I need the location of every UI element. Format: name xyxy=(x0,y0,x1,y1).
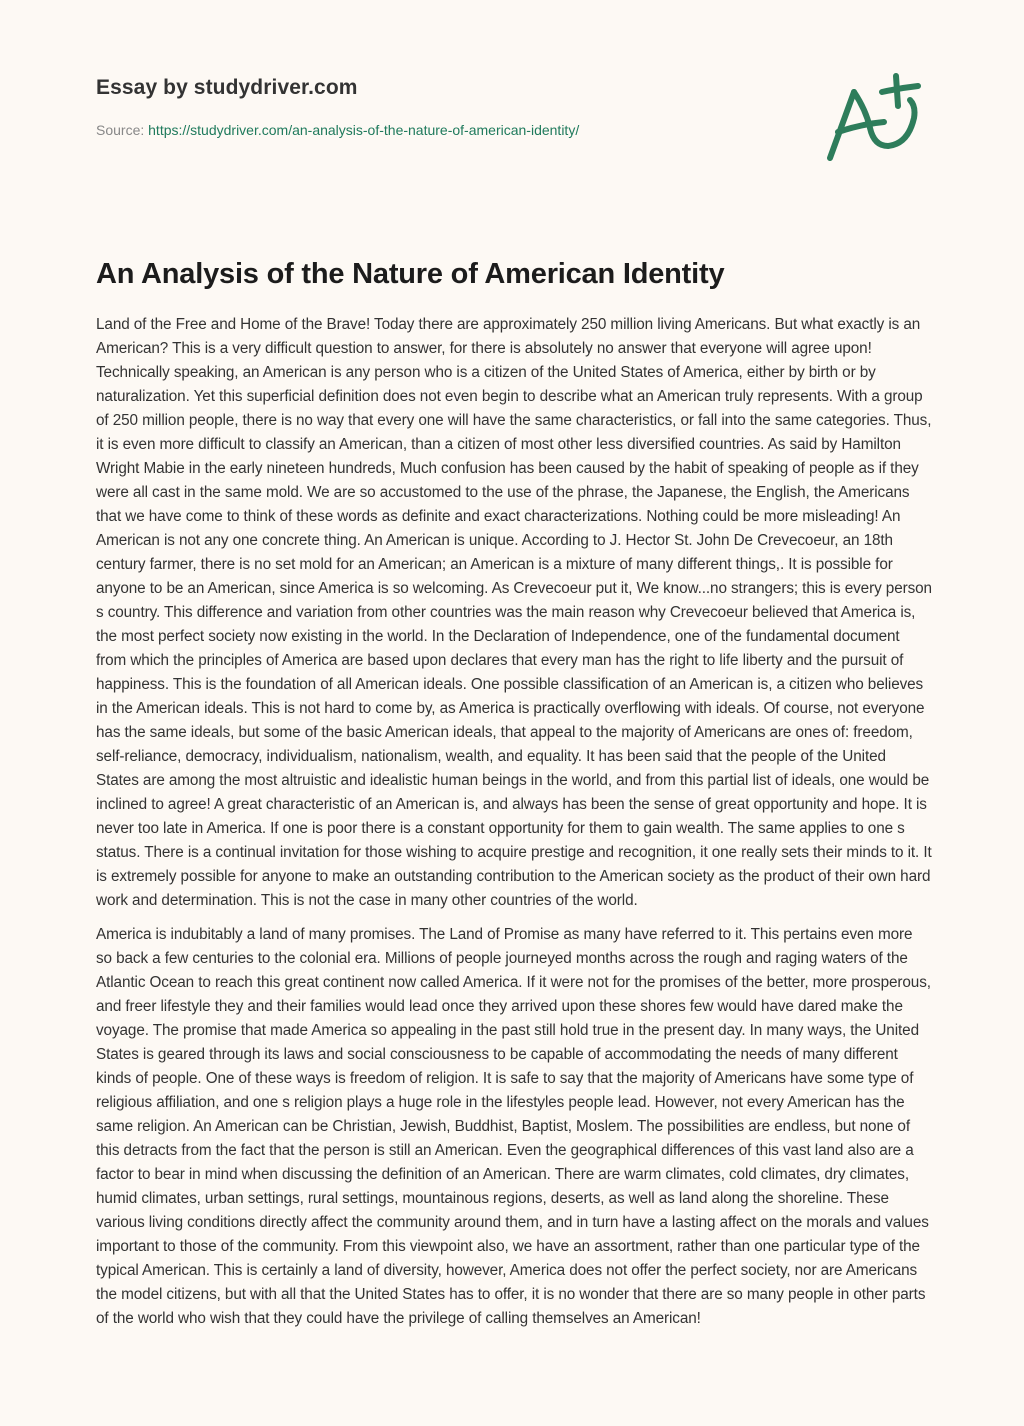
source-label: Source: xyxy=(96,122,149,138)
a-plus-grade-icon xyxy=(818,60,938,172)
essay-paragraph: America is indubitably a land of many promises. The Land of Promise as many have referred to it. This pertains even more so back a few centuries to the colonial era. Millions of people journeyed months across the rough and raging waters of the Atlantic Ocean to reach this great continent now called America. If it were not for the promises of the better, more prosperous, and freer lifestyle they and their families would lead once they arrived upon these shores few would have dared make the voyage. The promise that made America so appealing in the past still hold true in the present day. In many ways, the United States is geared through its laws and social consciousness to be capable of accommodating the needs of many different kinds of people. One of these ways is freedom of religion. It is safe to say that the majority of Americans have some type of religious affiliation, and one s religion plays a huge role in the lifestyles people lead. However, not every American has the same religion. An American can be Christian, Jewish, Buddhist, Baptist, Moslem. The possibilities are endless, but none of this detracts from the fact that the person is still an American. Even the geographical differences of this vast land also are a factor to bear in mind when discussing the definition of an American. There are warm climates, cold climates, dry climates, humid climates, urban settings, rural settings, mountainous regions, deserts, as well as land along the shoreline. These various living conditions directly affect the community around them, and in turn have a lasting affect on the morals and values important to those of the community. From this viewpoint also, we have an assortment, rather than one particular type of the typical American. This is certainly a land of diversity, however, America does not offer the perfect society, nor are Americans the model citizens, but with all that the United States has to offer, it is no wonder that there are so many people in other parts of the world who wish that they could have the privilege of calling themselves an American! xyxy=(96,926,931,1327)
essay-title: An Analysis of the Nature of American Identity xyxy=(96,258,725,290)
site-brand: Essay by studydriver.com xyxy=(96,76,358,99)
page-header xyxy=(96,74,796,139)
essay-paragraph: Land of the Free and Home of the Brave! Today there are approximately 250 million living Americans. But what exactly is an American? This is a very difficult question to answer, for there is absolutely no answer that everyone will agree upon! Technically speaking, an American is any person who is a citizen of the United States of America, either by birth or by naturalization. Yet this superficial definition does not even begin to describe what an American truly represents. With a group of 250 million people, there is no way that every one will have the same characteristics, or fall into the same categories. Thus, it is even more difficult to classify an American, than a citizen of most other less diversified countries. As said by Hamilton Wright Mabie in the early nineteen hundreds, Much confusion has been caused by the habit of speaking of people as if they were all cast in the same mold. We are so accustomed to the use of the phrase, the Japanese, the English, the Americans that we have come to think of these words as definite and exact characterizations. Nothing could be more misleading! An American is not any one concrete thing. An American is unique. According to J. Hector St. John De Crevecoeur, an 18th century farmer, there is no set mold for an American; an American is a mixture of many different things,. It is possible for anyone to be an American, since America is so welcoming. As Crevecoeur put it, We know...no strangers; this is every person s country. This difference and variation from other countries was the main reason why Crevecoeur believed that America is, the most perfect society now existing in the world. In the Declaration of Independence, one of the fundamental document from which the principles of America are based upon declares that every man has the right to life liberty and the pursuit of happiness. This is the foundation of all American ideals. One possible classification of an American is, a citizen who believes in the American ideals. This is not hard to come by, as America is practically overflowing with ideals. Of course, not everyone has the same ideals, but some of the basic American ideals, that appeal to the majority of Americans are ones of: freedom, self-reliance, democracy, individualism, nationalism, wealth, and equality. It has been said that the people of the United States are among the most altruistic and idealistic human beings in the world, and from this partial list of ideals, one would be inclined to agree! A great characteristic of an American is, and always has been the sense of great opportunity and hope. It is never too late in America. If one is poor there is a constant opportunity for them to gain wealth. The same applies to one s status. There is a continual invitation for those wishing to acquire prestige and recognition, it one really sets their minds to it. It is extremely possible for anyone to make an outstanding contribution to the American society as the product of their own hard work and determination. This is not the case in many other countries of the world. xyxy=(96,316,932,909)
essay-body xyxy=(96,313,932,1341)
source-line xyxy=(96,121,796,139)
source-link[interactable]: https://studydriver.com/an-analysis-of-the-nature-of-american-identity/ xyxy=(148,122,580,138)
